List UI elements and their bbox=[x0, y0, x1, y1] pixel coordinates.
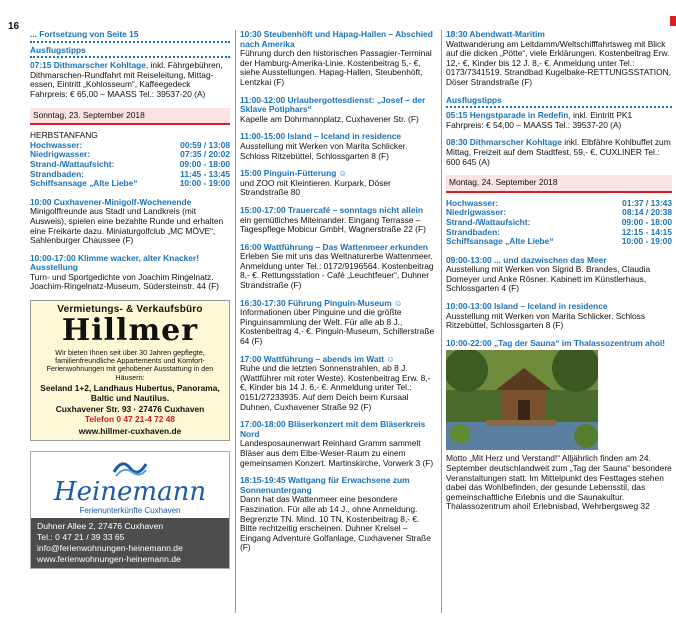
event-title: 15:00 Pinguin-Fütterung ☺ bbox=[240, 168, 348, 179]
advert-phone: Tel.: 0 47 21 / 39 33 65 bbox=[37, 531, 125, 542]
event-entry bbox=[446, 30, 672, 88]
event-text: Turn- und Sportgedichte von Joachim Ringelnatz. Joachim-Ringelnatz-Museum, Südersteinstr. 44 (F) bbox=[30, 271, 219, 292]
event-title: 15:00-17:00 Trauercafé – sonntags nicht allein bbox=[240, 204, 423, 215]
excursion-text: essen, Eintritt „Kohlosseum“, Kaffeegedeck bbox=[30, 79, 191, 90]
event-title: 10:00-13:00 Island – Iceland in residence bbox=[446, 301, 608, 312]
event-title: 16:30-17:30 Führung Pinguin-Museum ☺ bbox=[240, 297, 403, 308]
tide-row: Niedrigwasser: 08:14 / 20:38 bbox=[446, 207, 672, 218]
column-divider bbox=[235, 30, 236, 613]
event-entry bbox=[240, 96, 436, 125]
tide-table bbox=[30, 141, 230, 189]
advert-address: Duhner Allee 2, 27476 Cuxhaven bbox=[37, 520, 164, 531]
event-title: 11:00-12:00 Urlaubergottesdienst: „Josef – der Sklave Potiphars“ bbox=[240, 94, 426, 115]
event-entry bbox=[446, 256, 672, 294]
dotted-rule bbox=[30, 56, 230, 58]
advert-address: Cuxhavener Str. 93 · 27476 Cuxhaven bbox=[55, 404, 205, 415]
tide-heading: HERBSTANFANG bbox=[30, 130, 98, 141]
event-title: 17:00 Wattführung – abends im Watt ☺ bbox=[240, 353, 395, 364]
tide-row: Hochwasser: 01:37 / 13:43 bbox=[446, 197, 672, 208]
event-title: 17:00-18:00 Bläserkonzert mit dem Bläserkreis Nord bbox=[240, 419, 426, 439]
excursion-entry bbox=[446, 111, 672, 130]
excursion-title: 08:30 Dithmarscher Kohltage bbox=[446, 137, 562, 148]
tide-row: Strand-/Wattaufsicht: 09:00 - 18:00 bbox=[446, 216, 672, 227]
event-entry bbox=[240, 206, 436, 235]
excursion-text: , inkl. Eintritt PK1 bbox=[568, 110, 633, 121]
event-entry bbox=[30, 198, 230, 246]
event-text: Ausstellung mit Werken von Sigrid B. Brandes, Claudia Domeyer und Anke Rösner. Kabinett im Künstlerhaus, Schlossgarten 4 (F) bbox=[446, 264, 651, 294]
event-entry bbox=[30, 254, 230, 292]
column-divider bbox=[441, 30, 442, 613]
event-text: Minigolffreunde aus Stadt und Landkreis (mit Ausweis), spielen eine bezahlte Runde und erhalten eine Freikarte dazu. Miniaturgolfclub „MC MÖVE“, Sahlenburger Chaussee (F) bbox=[30, 206, 224, 246]
excursion-title: 07:15 Dithmarscher Kohltage bbox=[30, 60, 146, 71]
excursion-text: Dithmarschen-Rundfahrt mit Reiseleitung, Mittag- bbox=[30, 69, 214, 80]
hillmer-advert bbox=[30, 300, 230, 441]
event-entry bbox=[240, 169, 436, 198]
page-corner-tab bbox=[670, 16, 676, 26]
event-text: Kapelle am Dohrmannplatz, Cuxhavener Str. (F) bbox=[240, 113, 419, 124]
tide-row: Strand-/Wattaufsicht: 09:00 - 18:00 bbox=[30, 158, 230, 169]
event-text: Ausstellung mit Werken von Marita Schlicker. Schloss Ritzebüttel, Schlossgarten 8 (F) bbox=[446, 310, 646, 331]
advert-brand: Heinemann bbox=[53, 477, 207, 508]
advert-tagline: Vermietungs- & Verkaufsbüro bbox=[57, 304, 203, 316]
event-text: Ruhe und die letzten Sonnenstrahlen, ab 8 J. (Wattführer mit roter Weste). Kostenbeitrag Erw. 8,- €, Kinder bis 14 J. 6,- €. Anmeldung unter Tel.: 0151/27233935. Auf dem Deich beim Kursaal Duhnen, Cuxhavener Straße 92 (F) bbox=[240, 363, 431, 412]
event-text: Wattwanderung am Leitdamm/Weltschifffahrtsweg mit Blick auf die dicken „Pötte“, viele Erklärungen. Kostenbeitrag Erw. 12,- €, Kinder bis 12 J. 8,- €. Anmeldung unter Tel.: 0173/7341519. Strandbad Kugelbake-RETTUNGSSTATION, Döser Strandstraße (F) bbox=[446, 38, 671, 87]
tide-row: Strandbaden: 11:45 - 13:45 bbox=[30, 168, 230, 179]
event-entry bbox=[240, 355, 436, 413]
tide-row: Hochwasser: 00:59 / 13:08 bbox=[30, 139, 230, 150]
section-heading: Ausflugstipps bbox=[446, 94, 502, 105]
excursion-text: inkl. Elbfähre Kohlbuffet zum Mittag, Freizeit auf dem Stadtfest, 59,- €, CUXLINER Tel.: 600 645 (A) bbox=[446, 137, 671, 167]
dotted-rule bbox=[446, 106, 672, 108]
event-entry bbox=[240, 243, 436, 291]
event-entry bbox=[240, 299, 436, 347]
advert-phone: Telefon 0 47 21-4 72 48 bbox=[84, 414, 176, 425]
advert-website[interactable]: www.hillmer-cuxhaven.de bbox=[78, 425, 182, 436]
excursion-title: 05:15 Hengstparade in Redefin bbox=[446, 110, 569, 121]
event-text: Erleben Sie mit uns das Weltnaturerbe Wattenmeer. Anmeldung unter Tel.: 0172/9196564. Kostenbeitrag 8,- €. Rettungsstation - Café „Leuchtfeuer“, Duhner Strandstraße (F) bbox=[240, 251, 434, 291]
dotted-rule bbox=[30, 41, 230, 43]
section-heading: Ausflugstipps bbox=[30, 44, 86, 55]
tide-row: Schiffsansage „Alte Liebe“ 10:00 - 19:00 bbox=[446, 236, 672, 247]
excursion-entry bbox=[30, 61, 230, 99]
excursion-price: Fahrpreis: € 54,00 – MAASS Tel.: 39537-20 (A) bbox=[446, 119, 622, 130]
event-entry bbox=[240, 132, 436, 161]
excursion-entry bbox=[446, 138, 672, 167]
wave-logo-icon bbox=[110, 456, 150, 478]
tide-table bbox=[446, 199, 672, 247]
event-entry bbox=[240, 30, 436, 88]
event-text: Führung durch den historischen Passagier-Terminal der Hamburg-Amerika-Linie. Kostenbeitrag 5,- €, siehe Ausstellungen. Hapag-Hallen, Steubenhöft, Lentzkai (F) bbox=[240, 48, 432, 87]
excursion-text: , inkl. Fährgebühren, bbox=[145, 60, 223, 71]
event-title: 18:30 Abendwatt-Maritim bbox=[446, 29, 545, 39]
day-header: Sonntag, 23. September 2018 bbox=[30, 108, 230, 126]
excursion-price: Fahrpreis: € 65,00 – MAASS Tel.: 39537-20 (A) bbox=[30, 88, 206, 99]
heinemann-advert bbox=[30, 451, 230, 569]
advert-website[interactable]: www.ferienwohnungen-heinemann.de bbox=[37, 553, 181, 564]
advert-email[interactable]: info@ferienwohnungen-heinemann.de bbox=[37, 542, 183, 553]
tide-row: Strandbaden: 12:15 - 14:15 bbox=[446, 226, 672, 237]
page-number: 16 bbox=[8, 21, 20, 32]
tide-row: Schiffsansage „Alte Liebe“ 10:00 - 19:00 bbox=[30, 178, 230, 189]
event-title: 09:00-13:00 ... und dazwischen das Meer bbox=[446, 254, 607, 265]
event-entry bbox=[446, 302, 672, 331]
event-text: und ZOO mit Kleintieren. Kurpark, Döser Strandstraße 80 bbox=[240, 177, 391, 198]
event-text: Landesposaunenwart Reinhard Gramm sammelt Bläser aus dem Elbe-Weser-Raum zu einem gemeinsamen Konzert. Martinskirche, Vorwerk 3 (F) bbox=[240, 438, 434, 468]
column-right bbox=[446, 30, 672, 520]
event-text: Informationen über Pinguine und die größte Pinguinsammlung der Welt. Für alle ab 8 J., Kostenbeitrag 4,- €. Pinguin-Museum, Schillerstraße 64 (F) bbox=[240, 307, 435, 347]
event-text: Dann hat das Wattenmeer eine besondere Faszination. Für alle ab 14 J., ohne Anmeldung. Begrenzte TN. Mind. 10 TN, Kostenbeitrag 8,- €. Bitte rechtzeitig erscheinen. Duhner Kreisel – Eingang Adventure Golfanlage, Cuxhavener Straße (F) bbox=[240, 494, 431, 553]
advert-brand: Hillmer bbox=[61, 312, 199, 348]
column-middle bbox=[240, 30, 436, 561]
column-left bbox=[30, 30, 230, 569]
event-title: 16:00 Wattführung – Das Wattenmeer erkunden bbox=[240, 241, 428, 252]
tide-row: Niedrigwasser: 07:35 / 20:02 bbox=[30, 149, 230, 160]
event-title: 18:15-19:45 Wattgang für Erwachsene zum Sonnenuntergang bbox=[240, 475, 410, 495]
sauna-garden-photo bbox=[446, 350, 598, 450]
day-header: Montag, 24. September 2018 bbox=[446, 175, 672, 193]
advert-houses: Seeland 1+2, Landhaus Hubertus, Panorama, Baltic und Nautilus. bbox=[40, 383, 220, 403]
event-title: 10:30 Steubenhöft und Hapag-Hallen – Abschied nach Amerika bbox=[240, 29, 433, 49]
event-text: Motto „Mit Herz und Verstand!“ Alljährlich finden am 24. September deutschlandweit zum „Tag der Sauna“ besondere Veranstaltungen statt. Im Mittelpunkt des Festtages stehen dabei das Wohlbefinden, der gesunde Lebensstil, das gemeinschaftliche Erlebnis und die Saunakultur. Thalassozentrum ahoi! Erlebnisbad, Wehrbergsweg 32 bbox=[446, 453, 672, 512]
event-text: Ausstellung mit Werken von Marita Schlicker. Schloss Ritzebüttel, Schlossgarten 8 (F) bbox=[240, 140, 408, 161]
event-text: ein gemütliches Miteinander. Eingang Terrasse – Tagespflege Mobicur GmbH, Wagnerstraße 22 (F) bbox=[240, 214, 426, 235]
event-entry bbox=[240, 476, 436, 553]
event-title: 10:00-22:00 „Tag der Sauna“ im Thalassozentrum ahoi! bbox=[446, 337, 666, 348]
continued-note: ... Fortsetzung von Seite 15 bbox=[30, 29, 139, 39]
event-entry bbox=[240, 420, 436, 468]
event-title: 10:00-17:00 Klimme wacker, alter Knacker! Ausstellung bbox=[30, 252, 199, 273]
advert-subtitle: Ferienunterkünfte Cuxhaven bbox=[79, 506, 181, 516]
advert-text: Wir bieten Ihnen seit über 30 Jahren gepflegte, familienfreundliche Appartements und Komfort-Ferienwohnungen mit gehobener Ausstattung in den Häusern: bbox=[46, 347, 214, 382]
event-entry bbox=[446, 339, 672, 512]
event-title: 10:00 Cuxhavener-Minigolf-Wochenende bbox=[30, 196, 192, 207]
event-title: 11:00-15:00 Island – Iceland in residence bbox=[240, 131, 402, 142]
